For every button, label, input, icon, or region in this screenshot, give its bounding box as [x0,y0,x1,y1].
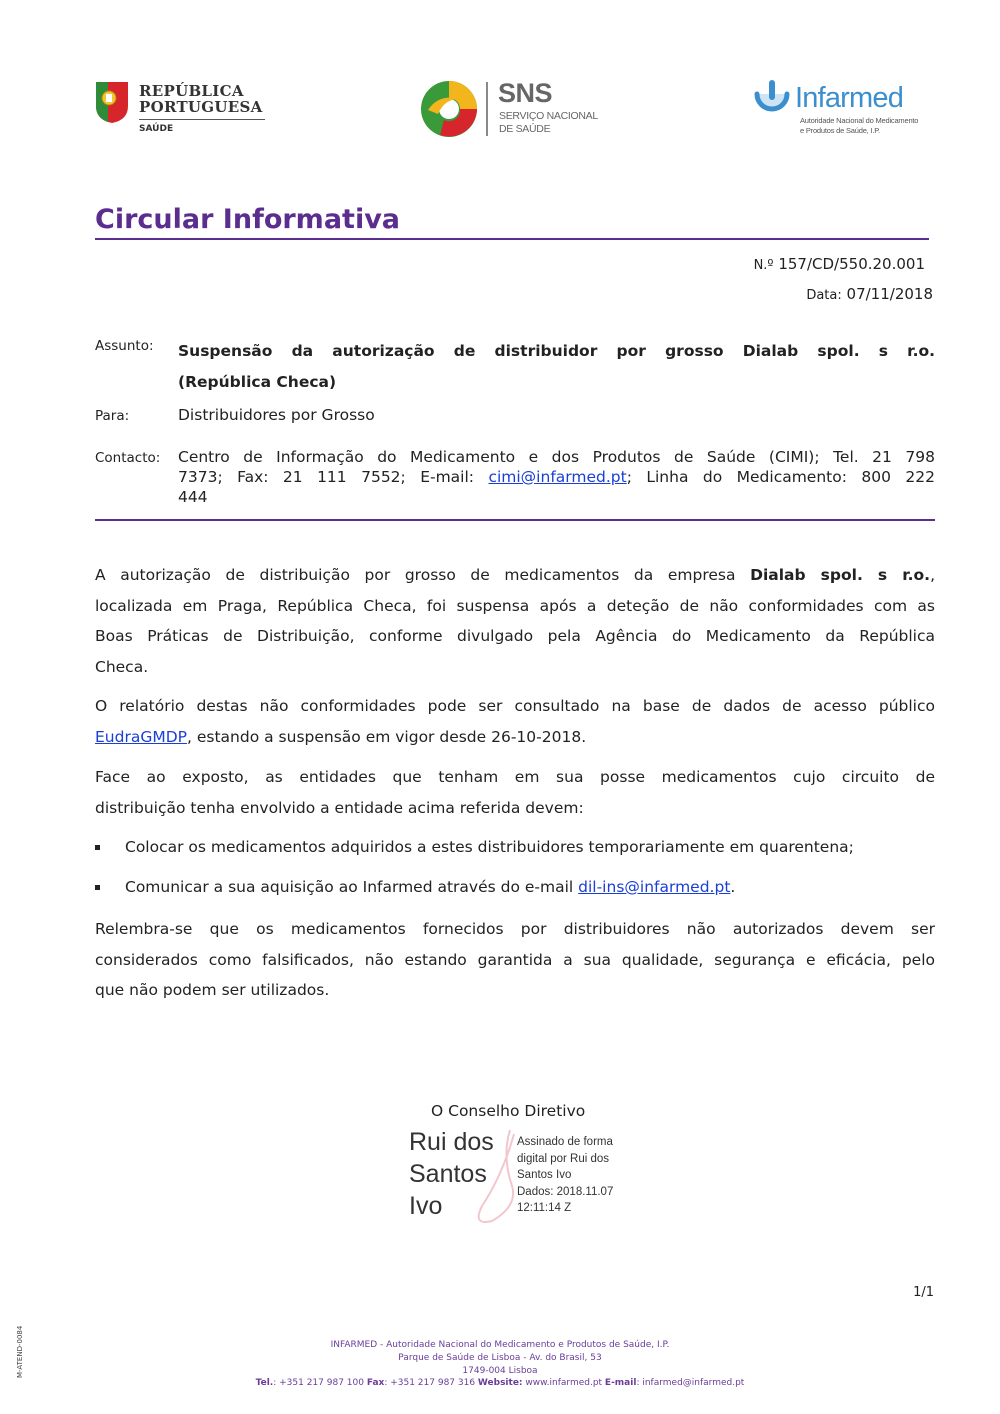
signature-detail-line-3: Santos Ivo [517,1169,572,1181]
p4-line-2: considerados como falsificados, não estando garantida a sua qualidade, segurança e eficácia, pelo [95,950,935,969]
p4-line-1: Relembra-se que os medicamentos fornecidos por distribuidores não autorizados devem ser [95,920,935,938]
signature-name-line-3: Ivo [409,1192,443,1220]
footer-fax-label: Fax [366,1378,385,1388]
footer-contacts [0,1378,1000,1388]
infarmed-title: Infarmed [795,82,904,114]
dil-ins-email-link[interactable]: dil-ins@infarmed.pt [578,878,731,896]
p3-line-1: Face ao exposto, as entidades que tenham em sua posse medicamentos cujo circuito de [95,768,935,786]
contact-line-3: 444 [178,488,208,506]
rp-department: SAÚDE [139,124,174,134]
contact-line-2 [178,467,935,487]
footer-postcode: 1749-004 Lisboa [462,1366,538,1376]
p4-line-3: que não podem ser utilizados. [95,981,330,999]
infarmed-subtitle-2: e Produtos de Saúde, I.P. [800,126,880,135]
signature-detail-line-4: Dados: 2018.11.07 [517,1185,614,1198]
p3-line-2: distribuição tenha envolvido a entidade acima referida devem: [95,798,584,817]
footer-address: Parque de Saúde de Lisboa - Av. do Brasil, 53 [398,1353,602,1363]
republica-portuguesa-logo [94,78,274,138]
bullet-2-post: . [730,878,736,896]
document-title: Circular Informativa [95,204,401,235]
contact-line-2-tail: ; Linha do Medicamento: 800 222 [626,468,935,486]
infarmed-mark-icon [752,80,792,120]
subject-label: Assunto: [95,338,154,354]
page-number: 1/1 [913,1285,934,1300]
date-value: 07/11/2018 [846,285,933,303]
footer-email-label: E-mail [604,1378,637,1388]
bullet-2-text [125,878,735,896]
date-label: Data: [806,288,842,303]
p2-line-1: O relatório destas não conformidades pode ser consultado na base de dados de acesso público [95,697,935,715]
to-label: Para: [95,408,130,424]
footer-web-label: Website: [477,1378,523,1388]
rp-divider [139,119,265,120]
p1-line-2: localizada em Praga, República Checa, foi suspensa após a deteção de não conformidades com as [95,596,935,615]
footer-fax: : +351 217 987 316 [384,1378,478,1388]
reference-value: 157/CD/550.20.001 [778,255,925,273]
paragraph-1 [95,560,935,682]
footer-email[interactable]: : infarmed@infarmed.pt [636,1378,745,1388]
reference-number [754,255,925,273]
subject-line-1: Suspensão da autorização de distribuidor por grosso Dialab spol. s r.o. [178,342,935,360]
document-date [806,285,933,303]
signature-name-line-1: Rui dos [409,1128,494,1156]
contact-line-1: Centro de Informação do Medicamento e dos Produtos de Saúde (CIMI); Tel. 21 798 [178,448,935,466]
signature-details [517,1134,613,1217]
title-divider [95,238,929,240]
bullet-icon [95,845,100,850]
p1-line-3: Boas Práticas de Distribuição, conforme divulgado pela Agência do Medicamento da República [95,627,935,645]
p1-line-1-text: A autorização de distribuição por grosso de medicamentos da empresa [95,566,751,584]
infarmed-subtitle-1: Autoridade Nacional do Medicamento [800,116,919,125]
paragraph-2 [95,691,935,752]
infarmed-logo [752,80,932,140]
signatory-council: O Conselho Diretivo [431,1102,586,1120]
company-name: Dialab spol. s r.o. [750,566,931,584]
p1-line-1-tail: , [930,566,935,584]
header-divider [95,519,935,521]
p2-line-2-text: , estando a suspensão em vigor desde 26-10-2018. [187,727,587,746]
subject-line-2: (República Checa) [178,373,337,391]
contact-email-link[interactable]: cimi@infarmed.pt [488,468,627,486]
footer-tel-label: Tel. [255,1378,274,1388]
eudragmdp-link[interactable]: EudraGMDP [95,727,187,746]
portugal-emblem-icon [94,78,130,124]
contact-line-2-text: 7373; Fax: 21 111 7552; E-mail: [178,468,489,486]
paragraph-3 [95,762,935,823]
signature-name-line-2: Santos [409,1160,487,1188]
bullet-icon [95,885,100,890]
contact-label: Contacto: [95,450,161,466]
subject-value [178,336,935,398]
rp-name-line2: PORTUGUESA [139,98,263,116]
signature-name [409,1126,494,1222]
sns-subtitle-1: SERVIÇO NACIONAL [499,110,598,122]
footer-website[interactable]: www.infarmed.pt [522,1378,605,1388]
side-form-code: M-ATEND-0084 [16,1325,24,1378]
to-value: Distribuidores por Grosso [178,406,375,424]
signature-detail-line-1: Assinado de forma [517,1136,613,1148]
p2-line-2 [95,728,586,746]
p1-line-4: Checa. [95,657,149,676]
bullet-2-pre: Comunicar a sua aquisição ao Infarmed através do e-mail [125,878,579,896]
footer-tel: : +351 217 987 100 [273,1378,367,1388]
signature-detail-line-2: digital por Rui dos [517,1152,610,1165]
sns-divider [486,82,488,136]
rp-name-line1: REPÚBLICA [139,82,244,100]
p1-line-1 [95,560,935,591]
sns-circle-icon [420,80,478,138]
sns-subtitle-2: DE SAÚDE [499,123,551,135]
footer-organisation: INFARMED - Autoridade Nacional do Medicamento e Produtos de Saúde, I.P. [330,1340,670,1350]
signature-detail-line-5: 12:11:14 Z [517,1202,572,1214]
sns-logo [420,80,605,140]
sns-title: SNS [498,78,553,108]
bullet-1-text: Colocar os medicamentos adquiridos a estes distribuidores temporariamente em quarentena; [125,838,854,856]
reference-label: N.º [753,258,774,273]
contact-value [178,447,935,507]
paragraph-4 [95,914,935,1006]
